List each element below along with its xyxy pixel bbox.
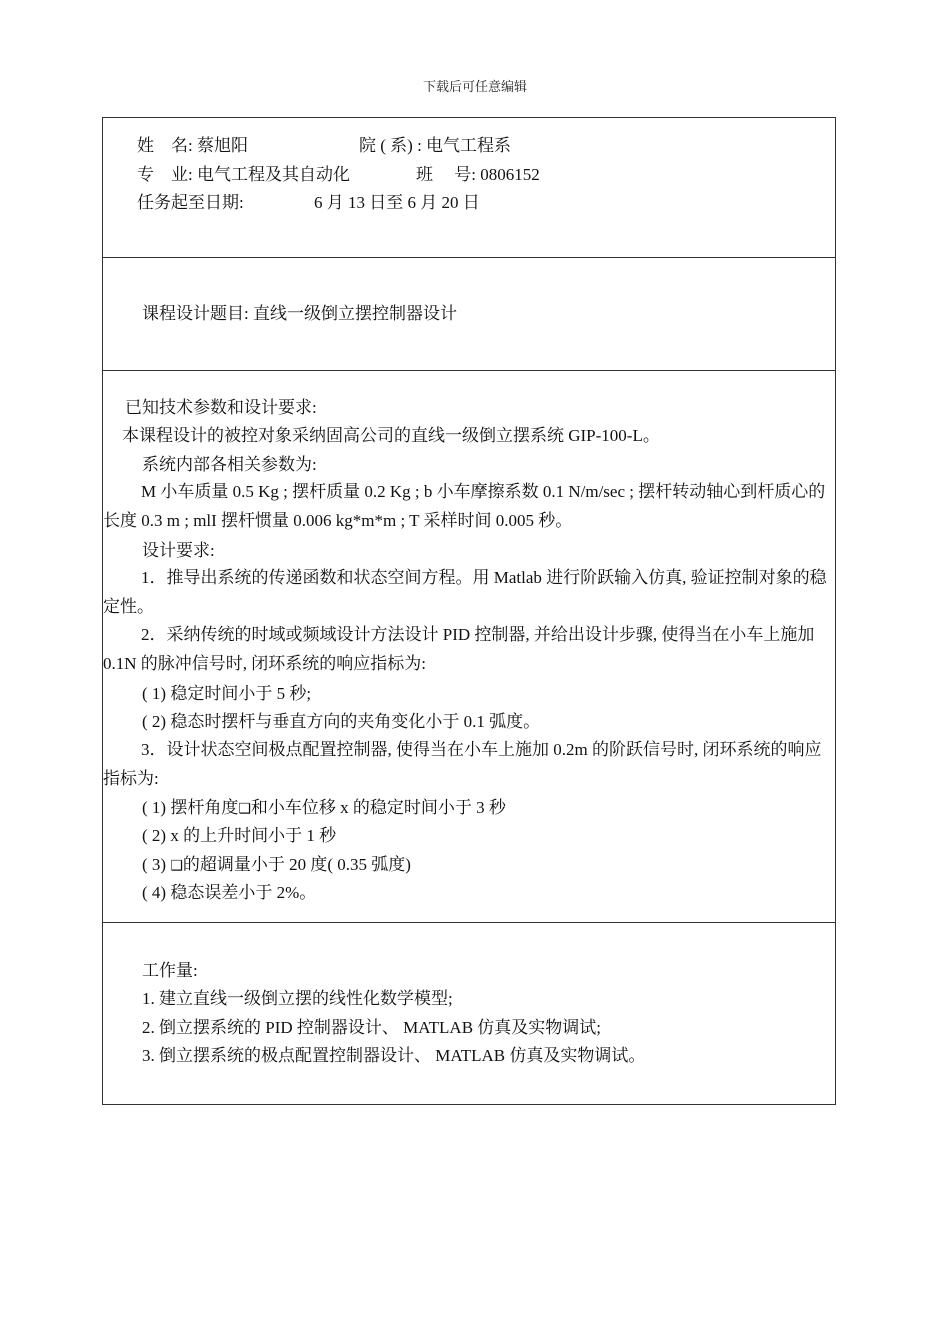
req3-item-1-suffix: 和小车位移 x 的稳定时间小于 3 秒 [250, 798, 506, 817]
workload-item-1: 1. 建立直线一级倒立摆的线性化数学模型; [142, 989, 453, 1008]
req2-paragraph [103, 620, 829, 678]
req3-item-1-prefix: ( 1) 摆杆角度 [142, 798, 239, 817]
major: 专 业: 电气工程及其自动化 [137, 165, 350, 184]
workload-item-3: 3. 倒立摆系统的极点配置控制器设计、 MATLAB 仿真及实物调试。 [142, 1046, 646, 1065]
requirements-section [103, 370, 835, 922]
task-table [102, 117, 836, 1105]
req1-text: 1．推导出系统的传递函数和状态空间方程。用 Matlab 进行阶跃输入仿真, 验证控制对象的稳定性。 [103, 568, 827, 616]
req3-item-4: ( 4) 稳态误差小于 2%。 [142, 883, 317, 902]
req3-text: 3．设计状态空间极点配置控制器, 使得当在小车上施加 0.2m 的阶跃信号时, 闭环系统的响应指标为: [103, 740, 822, 788]
req3-item-3-prefix: ( 3) [142, 855, 171, 874]
req3-item-1 [142, 798, 506, 819]
angle-symbol-icon: ❑ [238, 801, 251, 817]
req1-paragraph [103, 563, 829, 621]
workload-item-2: 2. 倒立摆系统的 PID 控制器设计、 MATLAB 仿真及实物调试; [142, 1018, 602, 1037]
params-paragraph [103, 477, 829, 535]
page-header: 下载后可任意编辑 [422, 80, 527, 95]
dates-value: 6 月 13 日至 6 月 20 日 [314, 193, 480, 212]
workload-section [103, 922, 835, 1104]
topic-section [103, 257, 835, 370]
params-text: M 小车质量 0.5 Kg ; 摆杆质量 0.2 Kg ; b 小车摩擦系数 0.1 N/m/sec ; 摆杆转动轴心到杆质心的长度 0.3 m ; mlI 摆杆惯量 0.006 kg*m*m ; T 采样时间 0.005 秒。 [103, 482, 826, 530]
class-number: 班 号: 0806152 [416, 165, 540, 184]
req3-item-3-suffix: 的超调量小于 20 度( 0.35 弧度) [182, 855, 411, 874]
design-label: 设计要求: [142, 541, 215, 560]
info-section [103, 118, 835, 257]
req2-text: 2．采纳传统的时域或频域设计方法设计 PID 控制器, 并给出设计步骤, 使得当在小车上施加 0.1N 的脉冲信号时, 闭环系统的响应指标为: [103, 625, 815, 673]
course-topic: 课程设计题目: 直线一级倒立摆控制器设计 [142, 304, 457, 323]
dates-label: 任务起至日期: [137, 193, 244, 212]
requirements-heading: 已知技术参数和设计要求: [125, 398, 317, 417]
req3-paragraph [103, 735, 829, 793]
angle-symbol-icon: ❑ [170, 858, 183, 874]
req2-item-2: ( 2) 稳态时摆杆与垂直方向的夹角变化小于 0.1 弧度。 [142, 712, 541, 731]
req2-item-1: ( 1) 稳定时间小于 5 秒; [142, 684, 312, 703]
params-label: 系统内部各相关参数为: [142, 455, 317, 474]
student-name: 姓 名: 蔡旭阳 [137, 136, 248, 155]
req3-item-3 [142, 855, 411, 876]
req3-item-2: ( 2) x 的上升时间小于 1 秒 [142, 826, 337, 845]
requirements-intro: 本课程设计的被控对象采纳固高公司的直线一级倒立摆系统 GIP-100-L。 [122, 426, 660, 445]
workload-heading: 工作量: [142, 961, 198, 980]
department: 院 ( 系) : 电气工程系 [359, 136, 512, 155]
